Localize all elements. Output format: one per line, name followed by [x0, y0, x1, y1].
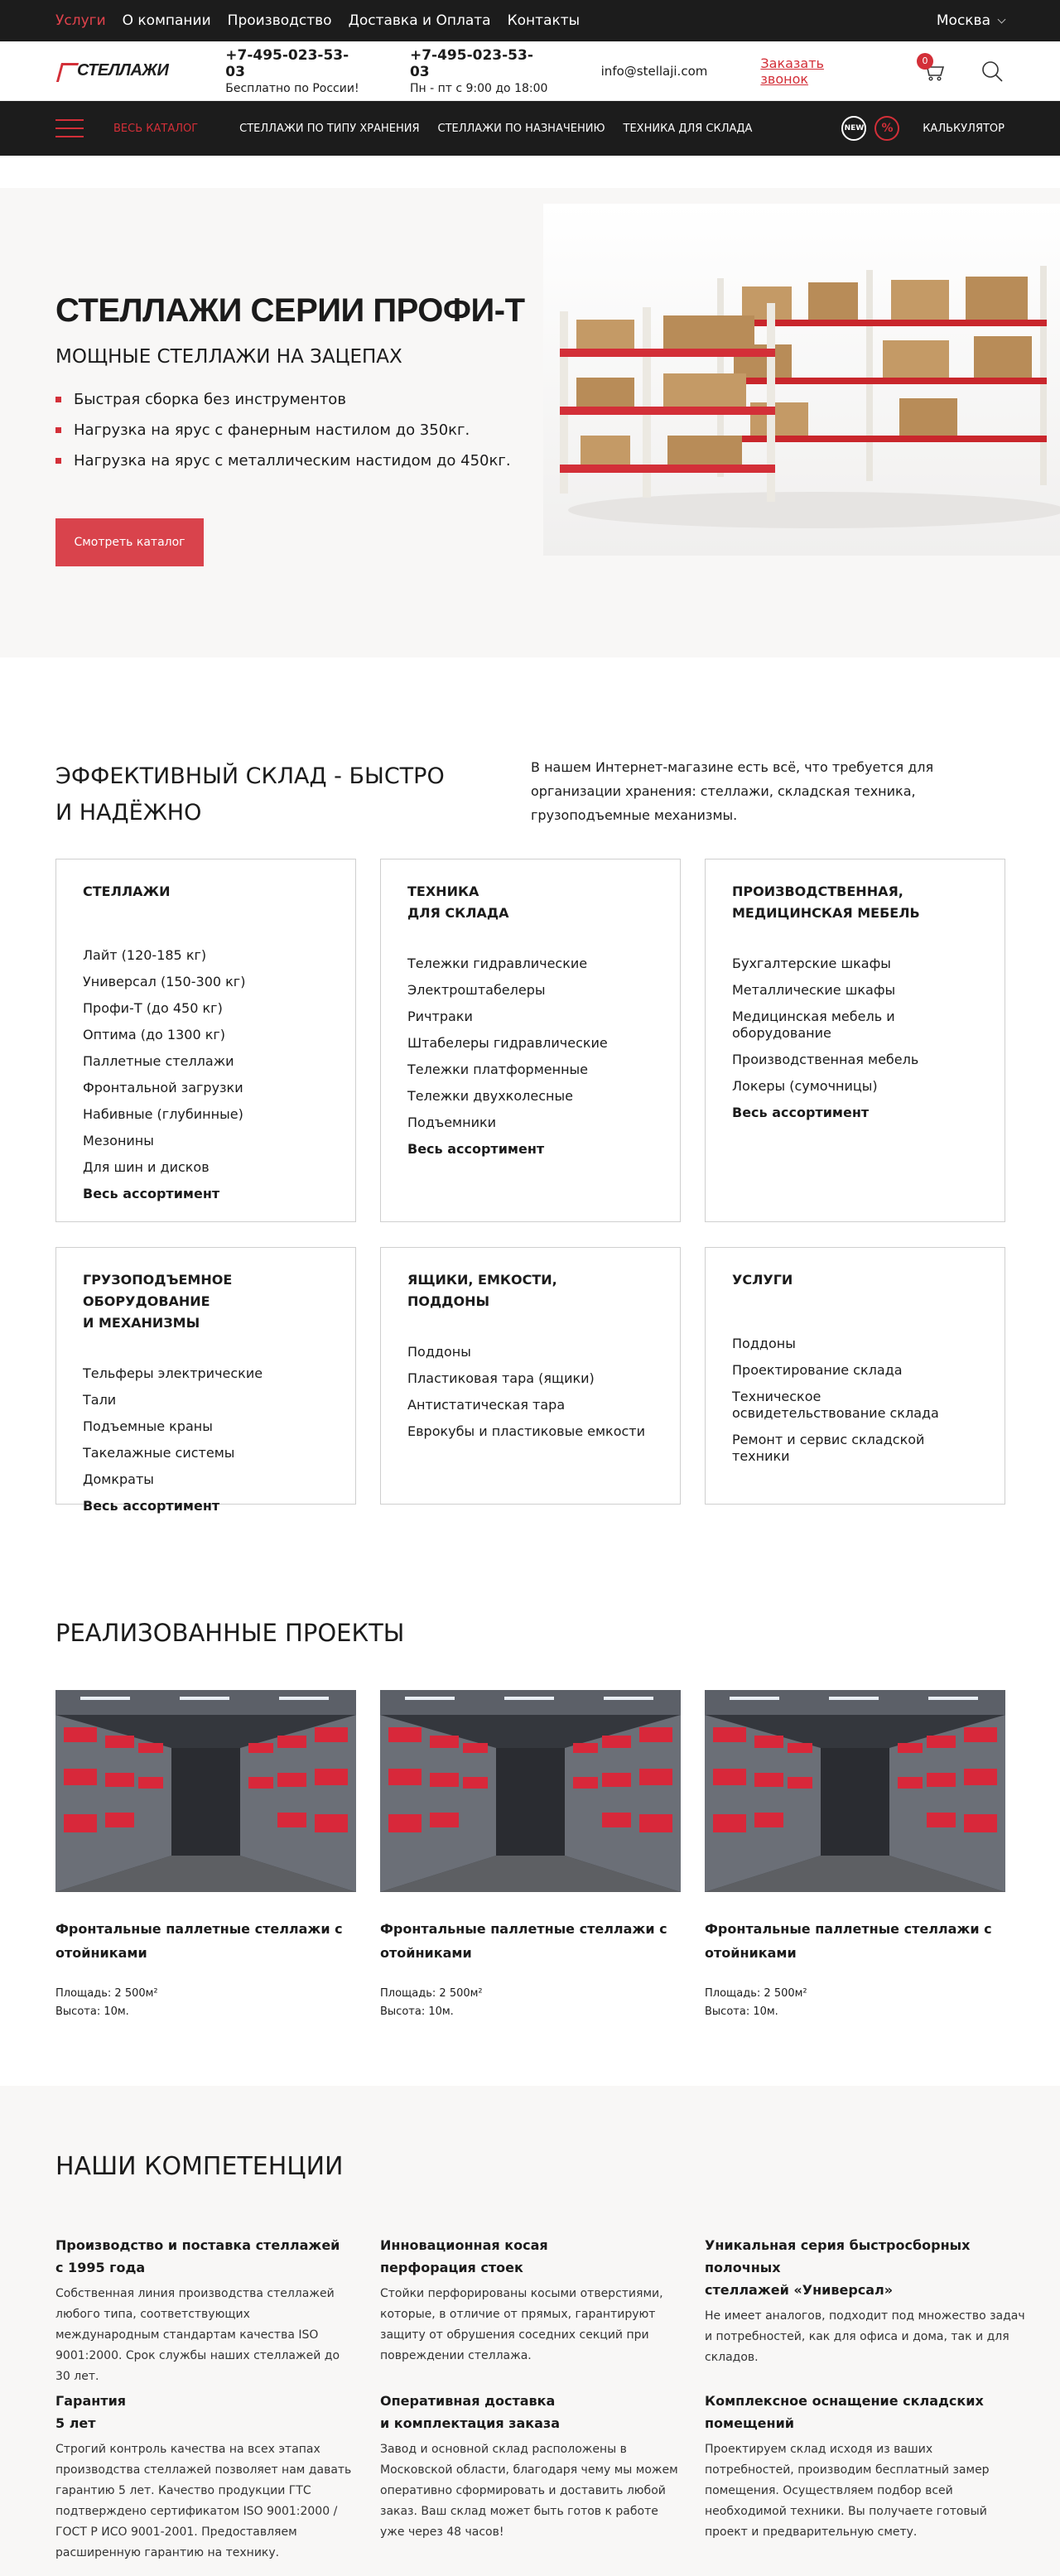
top-nav: [55, 12, 580, 29]
card-link[interactable]: Фронтальной загрузки: [83, 1080, 243, 1095]
card-link[interactable]: Пластиковая тара (ящики): [407, 1370, 595, 1386]
top-nav-about[interactable]: О компании: [122, 12, 211, 29]
phone-number-2[interactable]: +7-495-023-53-03: [409, 46, 533, 80]
card-link[interactable]: Тали: [83, 1392, 117, 1408]
logo-mark-icon: [55, 60, 74, 83]
project-image: [705, 1690, 1005, 1892]
competence-text: Проектируем склад исходя из ваших потребностей, производим бесплатный замер помещения. Осуществляем подбор всей необходимой техники. Вы получаете готовый проект и предварительную смету.: [705, 2443, 990, 2539]
card-title-line: ТЕХНИКА: [407, 884, 479, 899]
card-link[interactable]: Домкраты: [83, 1471, 154, 1487]
card-list: [732, 956, 978, 1121]
card-link[interactable]: Ричтраки: [407, 1009, 473, 1024]
card-link[interactable]: Тележки двухколесные: [407, 1088, 573, 1104]
card-title: [407, 881, 653, 924]
hero-section: [0, 188, 1060, 657]
nav-all-catalog[interactable]: ВЕСЬ КАТАЛОГ: [113, 122, 199, 135]
effective-description: В нашем Интернет-магазине есть всё, что требуется для организации хранения: стеллажи, складская техника, грузоподъемные механизмы.: [531, 759, 934, 823]
competence-item: [705, 2234, 1028, 2368]
card-title-line: ПОДДОНЫ: [407, 1293, 490, 1309]
category-card-containers: [380, 1247, 681, 1505]
hero-subtitle: МОЩНЫЕ СТЕЛЛАЖИ НА ЗАЦЕПАХ: [55, 346, 402, 368]
card-title-line: МЕДИЦИНСКАЯ МЕБЕЛЬ: [732, 905, 920, 921]
city-label: Москва: [936, 12, 990, 29]
project-height: Высота: 10м.: [55, 2005, 129, 2018]
hero-bullets: [55, 391, 544, 469]
nav-calculator[interactable]: КАЛЬКУЛЯТОР: [923, 122, 1005, 135]
competence-text: Стойки перфорированы косыми отверстиями, которые, в отличие от прямых, гарантируют защиту от обрушения соседних секций при повреждении стеллажа.: [380, 2287, 663, 2362]
card-link[interactable]: Такелажные системы: [83, 1445, 235, 1461]
card-all-link[interactable]: Весь ассортимент: [83, 1186, 220, 1201]
project-caption: Фронтальные паллетные стеллажи с отойниками: [55, 1921, 343, 1961]
cart-button[interactable]: [918, 56, 948, 86]
competence-text: Не имеет аналогов, подходит под множество задач и потребностей, как для офиса и дома, так и для складов.: [705, 2309, 1025, 2364]
search-icon: [980, 59, 1005, 84]
card-link[interactable]: Производственная мебель: [732, 1052, 919, 1067]
hero-bullet: Быстрая сборка без инструментов: [55, 391, 544, 408]
card-title: [732, 881, 978, 924]
warehouse-illustration: [380, 1690, 681, 1892]
project-caption: Фронтальные паллетные стеллажи с отойниками: [380, 1921, 667, 1961]
competence-title: Уникальная серия быстросборных полочных стеллажей «Универсал»: [705, 2237, 971, 2298]
hero-text: [55, 292, 544, 483]
card-list: [83, 947, 329, 1202]
top-nav-production[interactable]: Производство: [227, 12, 332, 29]
card-link[interactable]: Штабелеры гидравлические: [407, 1035, 608, 1051]
competence-title: Комплексное оснащение складских помещений: [705, 2393, 984, 2431]
email-link[interactable]: info@stellaji.com: [600, 63, 708, 79]
card-title-line: ГРУЗОПОДЪЕМНОЕ ОБОРУДОВАНИЕ: [83, 1272, 233, 1309]
callback-link[interactable]: Заказать звонок: [760, 55, 824, 87]
category-card-racks: [55, 859, 356, 1222]
card-all-link[interactable]: Весь ассортимент: [83, 1498, 220, 1514]
card-all-link[interactable]: Весь ассортимент: [732, 1105, 870, 1120]
project-area: Площадь: 2 500м²: [380, 1987, 483, 2000]
project-meta: [380, 1985, 681, 2021]
top-nav-delivery[interactable]: Доставка и Оплата: [348, 12, 491, 29]
project-image: [55, 1690, 356, 1892]
card-list: [407, 1344, 653, 1440]
phone-block-2: [410, 47, 548, 95]
category-card-lifting: [55, 1247, 356, 1514]
card-title-line: УСЛУГИ: [732, 1272, 793, 1288]
project-height: Высота: 10м.: [380, 2005, 454, 2018]
project-meta: [705, 1985, 1005, 2021]
header: [0, 41, 1060, 101]
card-link[interactable]: Универсал (150-300 кг): [83, 974, 246, 989]
card-link[interactable]: Подъемные краны: [83, 1418, 213, 1434]
nav-warehouse-equipment[interactable]: ТЕХНИКА ДЛЯ СКЛАДА: [623, 122, 753, 135]
project-image: [380, 1690, 681, 1892]
card-list: [83, 1365, 329, 1514]
card-link[interactable]: Для шин и дисков: [83, 1159, 210, 1175]
card-link[interactable]: Металлические шкафы: [732, 982, 896, 998]
competence-text: Строгий контроль качества на всех этапах производства стеллажей позволяет нам давать гарантию 5 лет. Качество продукции ГТС подтверждено сертификатом ISO 9001:2000 / ГОСТ Р ИСО 9001-2001. Предоставляем расширенную гарантию на технику.: [55, 2443, 352, 2559]
card-link[interactable]: Ремонт и сервис складской техники: [732, 1432, 925, 1464]
warehouse-illustration: [55, 1690, 356, 1892]
view-catalog-button[interactable]: Смотреть каталог: [55, 518, 204, 566]
project-card[interactable]: [55, 1690, 356, 2021]
card-list: [407, 956, 653, 1158]
menu-burger-icon[interactable]: [55, 119, 84, 137]
card-link[interactable]: Лайт (120-185 кг): [83, 947, 207, 963]
card-title: [83, 881, 329, 903]
competence-title: Оперативная доставка и комплектация заказа: [380, 2393, 561, 2431]
competence-item: [380, 2234, 681, 2367]
category-card-services: [705, 1247, 1005, 1505]
card-link[interactable]: Тележки платформенные: [407, 1062, 588, 1077]
card-title-line: И МЕХАНИЗМЫ: [83, 1315, 200, 1331]
hero-title: СТЕЛЛАЖИ СЕРИИ ПРОФИ-Т: [55, 292, 525, 329]
cart-count-badge: 0: [917, 53, 933, 70]
warehouse-illustration: [705, 1690, 1005, 1892]
card-title-line: ПРОИЗВОДСТВЕННАЯ,: [732, 884, 903, 899]
competence-item: [55, 2234, 356, 2387]
card-link[interactable]: Электроштабелеры: [407, 982, 546, 998]
main-nav: [0, 101, 1060, 156]
card-title: [83, 1269, 329, 1334]
card-link[interactable]: Паллетные стеллажи: [83, 1053, 234, 1069]
competence-title: Инновационная косая перфорация стоек: [380, 2237, 548, 2275]
project-card[interactable]: [380, 1690, 681, 2021]
phone-block-1: [225, 47, 364, 95]
card-title: [407, 1269, 653, 1312]
search-button[interactable]: [980, 59, 1005, 84]
card-link[interactable]: Поддоны: [407, 1344, 471, 1360]
card-link[interactable]: Еврокубы и пластиковые емкости: [407, 1423, 646, 1439]
logo-text: СТЕЛЛАЖИ: [77, 61, 169, 79]
card-title-line: ДЛЯ СКЛАДА: [407, 905, 509, 921]
card-link[interactable]: Тельферы электрические: [83, 1365, 263, 1381]
nav-by-purpose[interactable]: СТЕЛЛАЖИ ПО НАЗНАЧЕНИЮ: [437, 122, 605, 135]
card-title: [732, 1269, 978, 1291]
card-link[interactable]: Тележки гидравлические: [407, 956, 588, 971]
card-link[interactable]: Медицинская мебель и оборудование: [732, 1009, 895, 1041]
card-list: [732, 1336, 978, 1465]
chevron-down-icon: [998, 15, 1006, 23]
card-link[interactable]: Профи-Т (до 450 кг): [83, 1000, 223, 1016]
card-title-line: ЯЩИКИ, ЕМКОСТИ,: [407, 1272, 557, 1288]
card-link[interactable]: Оптима (до 1300 кг): [83, 1027, 226, 1042]
competence-text: Завод и основной склад расположены в Московской области, благодаря чему мы можем оперативно сформировать и доставить любой заказ. Ваш склад может быть готов к работе уже через 48 часов!: [380, 2443, 678, 2539]
top-nav-contacts[interactable]: Контакты: [507, 12, 581, 29]
category-card-furniture: [705, 859, 1005, 1222]
project-height: Высота: 10м.: [705, 2005, 778, 2018]
project-card[interactable]: [705, 1690, 1005, 2021]
sale-badge-icon[interactable]: %: [874, 116, 899, 141]
project-caption: Фронтальные паллетные стеллажи с отойниками: [705, 1921, 992, 1961]
card-link[interactable]: Техническое освидетельствование склада: [732, 1389, 939, 1421]
phone-number-1[interactable]: +7-495-023-53-03: [225, 46, 349, 80]
phone-note-2: Пн - пт с 9:00 до 18:00: [409, 81, 548, 95]
project-area: Площадь: 2 500м²: [705, 1987, 807, 2000]
category-card-equipment: [380, 859, 681, 1222]
card-link[interactable]: Поддоны: [732, 1336, 796, 1351]
competence-item: [380, 2390, 681, 2543]
hero-bullet: Нагрузка на ярус с металлическим настидом до 450кг.: [55, 452, 544, 469]
card-link[interactable]: Подъемники: [407, 1115, 497, 1130]
card-link[interactable]: Набивные (глубинные): [83, 1106, 243, 1122]
card-link[interactable]: Локеры (сумочницы): [732, 1078, 878, 1094]
card-link[interactable]: Бухгалтерские шкафы: [732, 956, 891, 971]
competence-item: [55, 2390, 356, 2564]
hero-bullet: Нагрузка на ярус с фанерным настилом до 350кг.: [55, 421, 544, 439]
projects-title: РЕАЛИЗОВАННЫЕ ПРОЕКТЫ: [55, 1619, 405, 1647]
logo[interactable]: [55, 60, 169, 83]
effective-title: ЭФФЕКТИВНЫЙ СКЛАД - БЫСТРО И НАДЁЖНО: [55, 763, 445, 826]
card-all-link[interactable]: Весь ассортимент: [407, 1141, 545, 1157]
top-nav-services[interactable]: Услуги: [55, 12, 106, 29]
card-title-line: СТЕЛЛАЖИ: [83, 884, 171, 899]
competence-title: Гарантия 5 лет: [55, 2393, 127, 2431]
nav-by-storage-type[interactable]: СТЕЛЛАЖИ ПО ТИПУ ХРАНЕНИЯ: [239, 122, 420, 135]
phone-note-1: Бесплатно по России!: [225, 81, 359, 95]
shelving-illustration: [543, 204, 1060, 556]
hero-shelving-image: [543, 204, 1060, 556]
new-badge-icon[interactable]: NEW: [841, 116, 866, 141]
city-selector[interactable]: [937, 12, 1005, 29]
competence-item: [705, 2390, 1005, 2543]
top-bar: [0, 0, 1060, 41]
card-link[interactable]: Мезонины: [83, 1133, 154, 1148]
competences-title: НАШИ КОМПЕТЕНЦИИ: [55, 2152, 344, 2181]
competence-title: Производство и поставка стеллажей с 1995 года: [55, 2237, 340, 2275]
project-area: Площадь: 2 500м²: [55, 1987, 158, 2000]
competences-section: [0, 2086, 1060, 2576]
project-meta: [55, 1985, 356, 2021]
competence-text: Собственная линия производства стеллажей любого типа, соответствующих международным стандартам качества ISO 9001:2000. Срок службы наших стеллажей до 30 лет.: [55, 2287, 340, 2383]
card-link[interactable]: Антистатическая тара: [407, 1397, 566, 1413]
card-link[interactable]: Проектирование склада: [732, 1362, 903, 1378]
